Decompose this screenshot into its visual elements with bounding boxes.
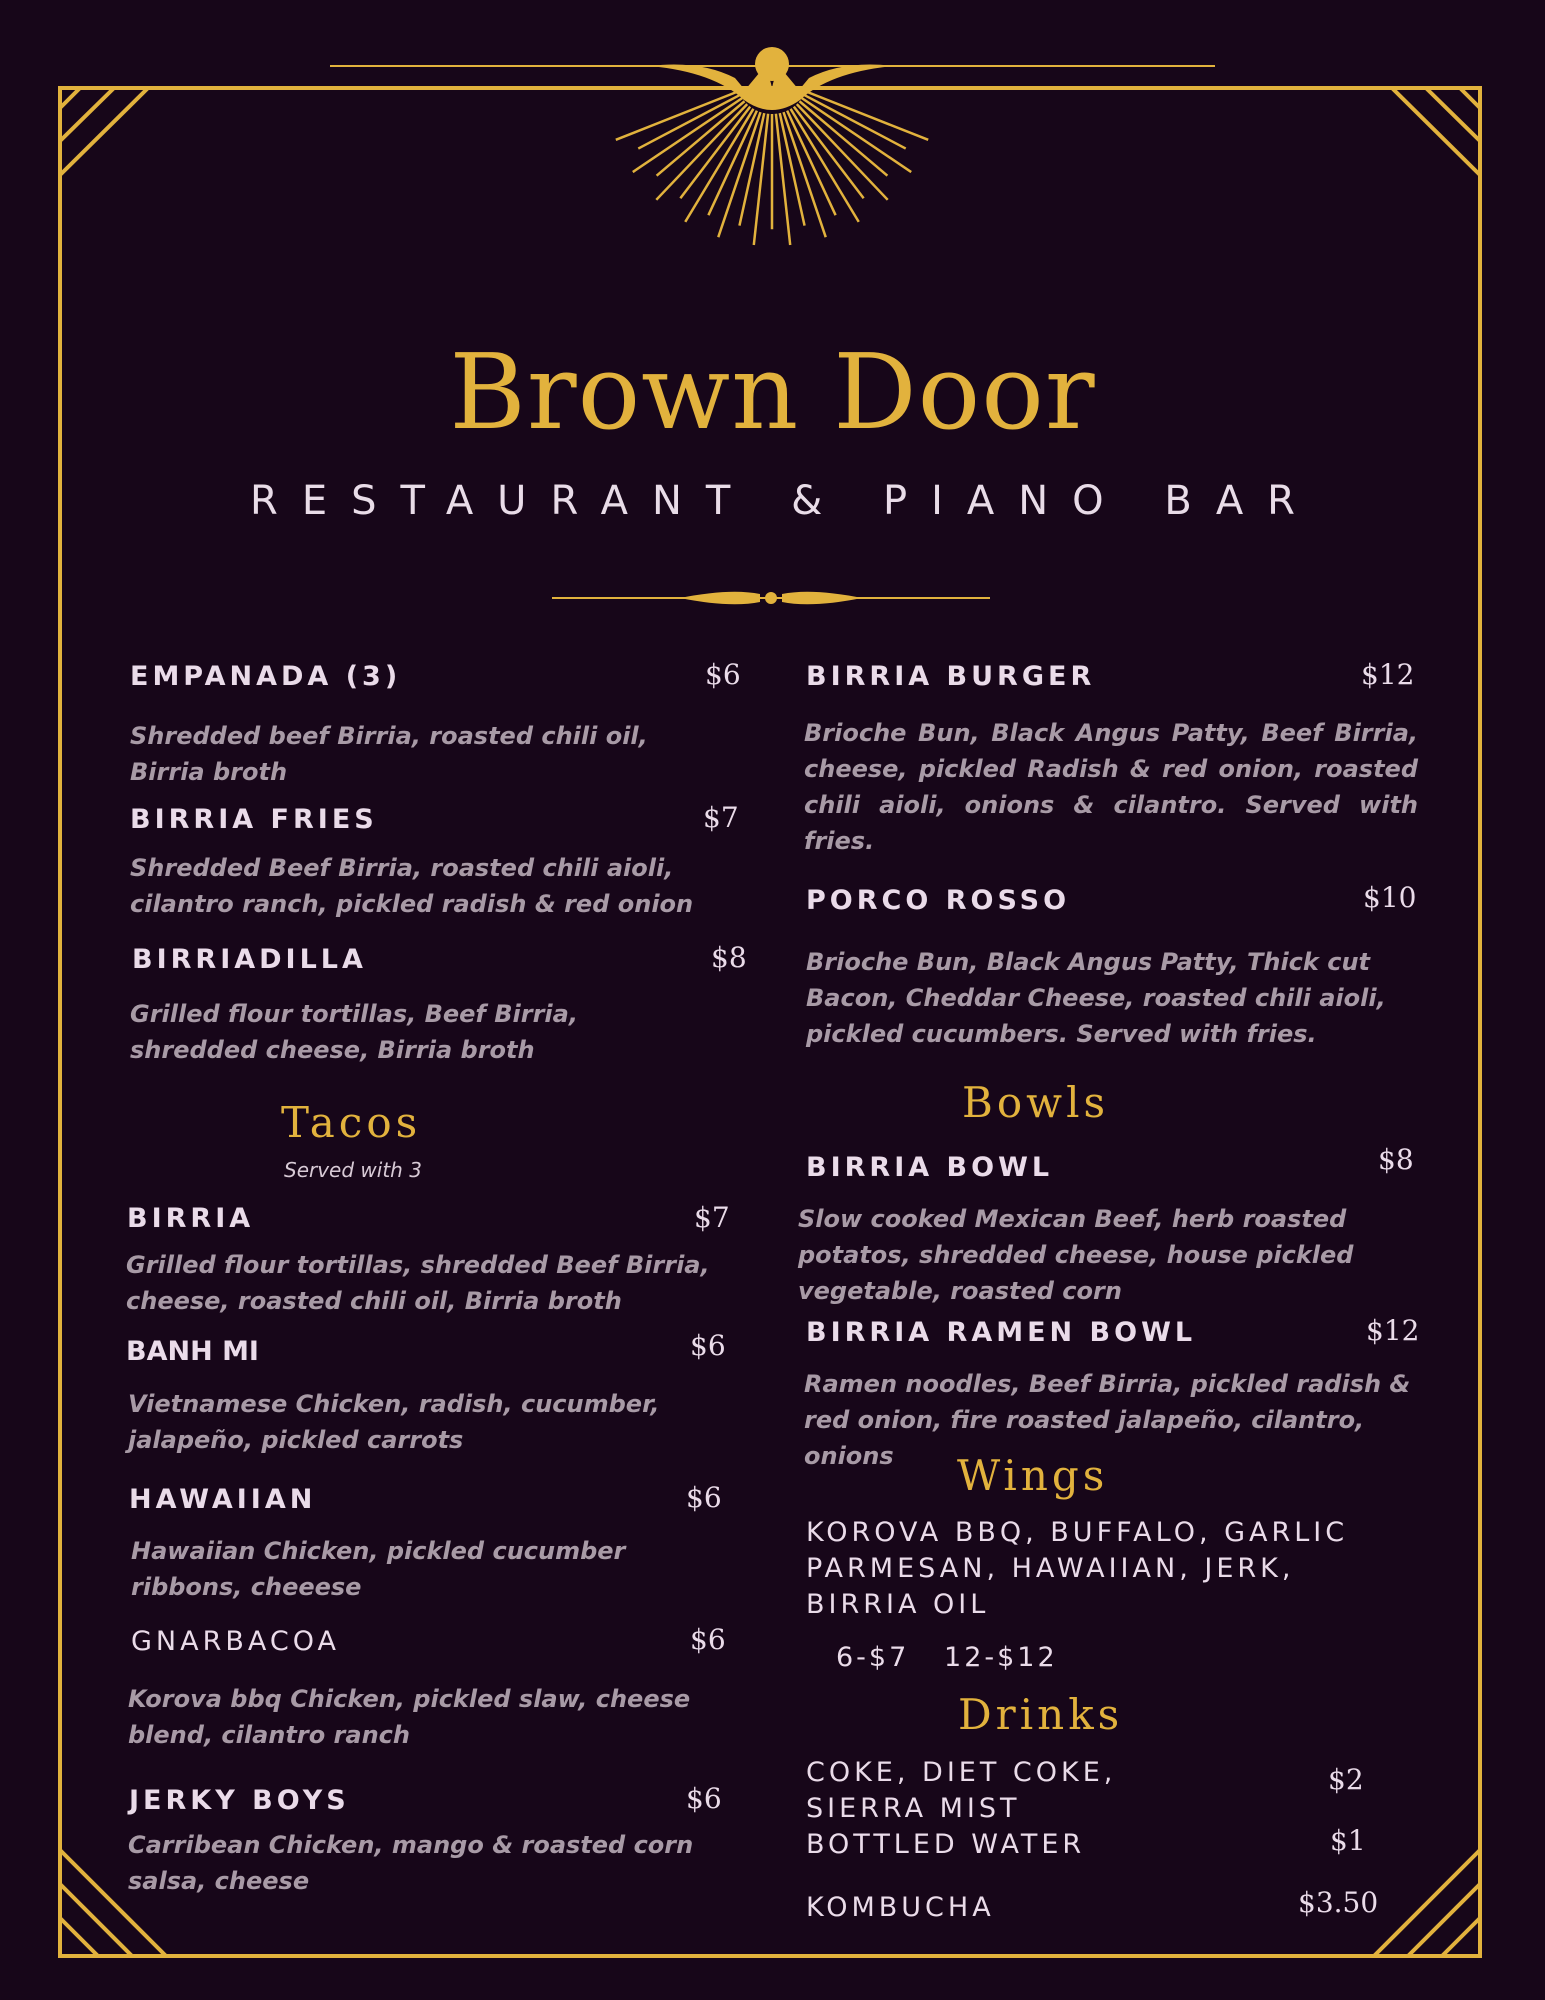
corner-top-right-icon <box>1392 88 1480 175</box>
item-price: $6 <box>705 658 741 691</box>
item-price: $10 <box>1363 881 1417 914</box>
item-description: Korova bbq Chicken, pickled slaw, cheese blend, cilantro ranch <box>128 1685 691 1749</box>
drink-price: $3.50 <box>1298 1886 1379 1919</box>
item-name: BIRRIA BOWL <box>806 1152 1054 1183</box>
item-name: BIRRIA FRIES <box>130 804 378 835</box>
ornamental-divider-icon <box>552 592 990 605</box>
item-description: Slow cooked Mexican Beef, herb roasted potatos, shredded cheese, house pickled vegetable, roasted corn <box>798 1205 1354 1305</box>
item-price: $6 <box>686 1782 722 1815</box>
drink-name: KOMBUCHA <box>806 1892 995 1923</box>
item-description: Shredded Beef Birria, roasted chili aioli, cilantro ranch, pickled radish & red onion <box>130 854 694 918</box>
wings-prices: 6-$7 12-$12 <box>836 1642 1058 1673</box>
wings-flavors: KOROVA BBQ, BUFFALO, GARLIC PARMESAN, HAWAIIAN, JERK, BIRRIA OIL <box>806 1517 1349 1620</box>
item-description: Brioche Bun, Black Angus Patty, Beef Birria, cheese, pickled Radish & red onion, roasted chili aioli, onions & cilantro. Served with fries. <box>804 719 1418 855</box>
item-price: $7 <box>703 801 739 834</box>
item-description: Shredded beef Birria, roasted chili oil, Birria broth <box>130 722 648 786</box>
drink-price: $1 <box>1330 1824 1366 1857</box>
item-price: $12 <box>1366 1314 1420 1347</box>
item-name: BIRRIADILLA <box>132 944 367 975</box>
restaurant-subtitle: RESTAURANT & PIANO BAR <box>250 478 1319 524</box>
corner-top-left-icon <box>60 88 148 175</box>
restaurant-title: Brown Door <box>449 331 1096 453</box>
item-name: GNARBACOA <box>131 1626 340 1657</box>
section-heading-drinks: Drinks <box>958 1690 1124 1739</box>
item-price: $7 <box>694 1201 730 1234</box>
item-name: BIRRIA BURGER <box>806 661 1096 692</box>
item-price: $8 <box>1378 1143 1414 1176</box>
tacos-note: Served with 3 <box>284 1158 422 1182</box>
drink-name: BOTTLED WATER <box>806 1829 1086 1860</box>
drink-price: $2 <box>1328 1763 1364 1796</box>
item-name: BANH MI <box>126 1336 259 1367</box>
item-name: BIRRIA <box>127 1203 255 1234</box>
item-name: BIRRIA RAMEN BOWL <box>806 1317 1197 1348</box>
item-price: $6 <box>690 1623 726 1656</box>
sunburst-icon <box>330 47 1215 245</box>
item-description: Hawaiian Chicken, pickled cucumber ribbons, cheeese <box>131 1537 626 1601</box>
item-name: EMPANADA (3) <box>130 661 402 692</box>
section-heading-tacos: Tacos <box>281 1098 422 1147</box>
item-price: $6 <box>686 1481 722 1514</box>
item-description: Brioche Bun, Black Angus Patty, Thick cut Bacon, Cheddar Cheese, roasted chili aioli, pickled cucumbers. Served with fries. <box>806 948 1386 1048</box>
item-name: JERKY BOYS <box>129 1785 350 1816</box>
drink-name: COKE, DIET COKE, SIERRA MIST <box>806 1757 1117 1824</box>
section-heading-wings: Wings <box>957 1451 1109 1500</box>
section-heading-bowls: Bowls <box>962 1078 1110 1127</box>
item-description: Grilled flour tortillas, Beef Birria, shredded cheese, Birria broth <box>130 1000 578 1064</box>
item-name: PORCO ROSSO <box>806 885 1071 916</box>
item-price: $8 <box>711 941 747 974</box>
item-description: Grilled flour tortillas, shredded Beef Birria, cheese, roasted chili oil, Birria broth <box>126 1251 710 1315</box>
item-description: Vietnamese Chicken, radish, cucumber, jalapeño, pickled carrots <box>128 1390 660 1454</box>
item-price: $6 <box>690 1329 726 1362</box>
item-price: $12 <box>1361 658 1415 691</box>
item-name: HAWAIIAN <box>129 1484 317 1515</box>
corner-bottom-right-icon <box>1374 1850 1480 1956</box>
item-description: Ramen noodles, Beef Birria, pickled radish & red onion, fire roasted jalapeño, cilantro, onions <box>804 1370 1411 1470</box>
item-description: Carribean Chicken, mango & roasted corn salsa, cheese <box>128 1831 694 1895</box>
